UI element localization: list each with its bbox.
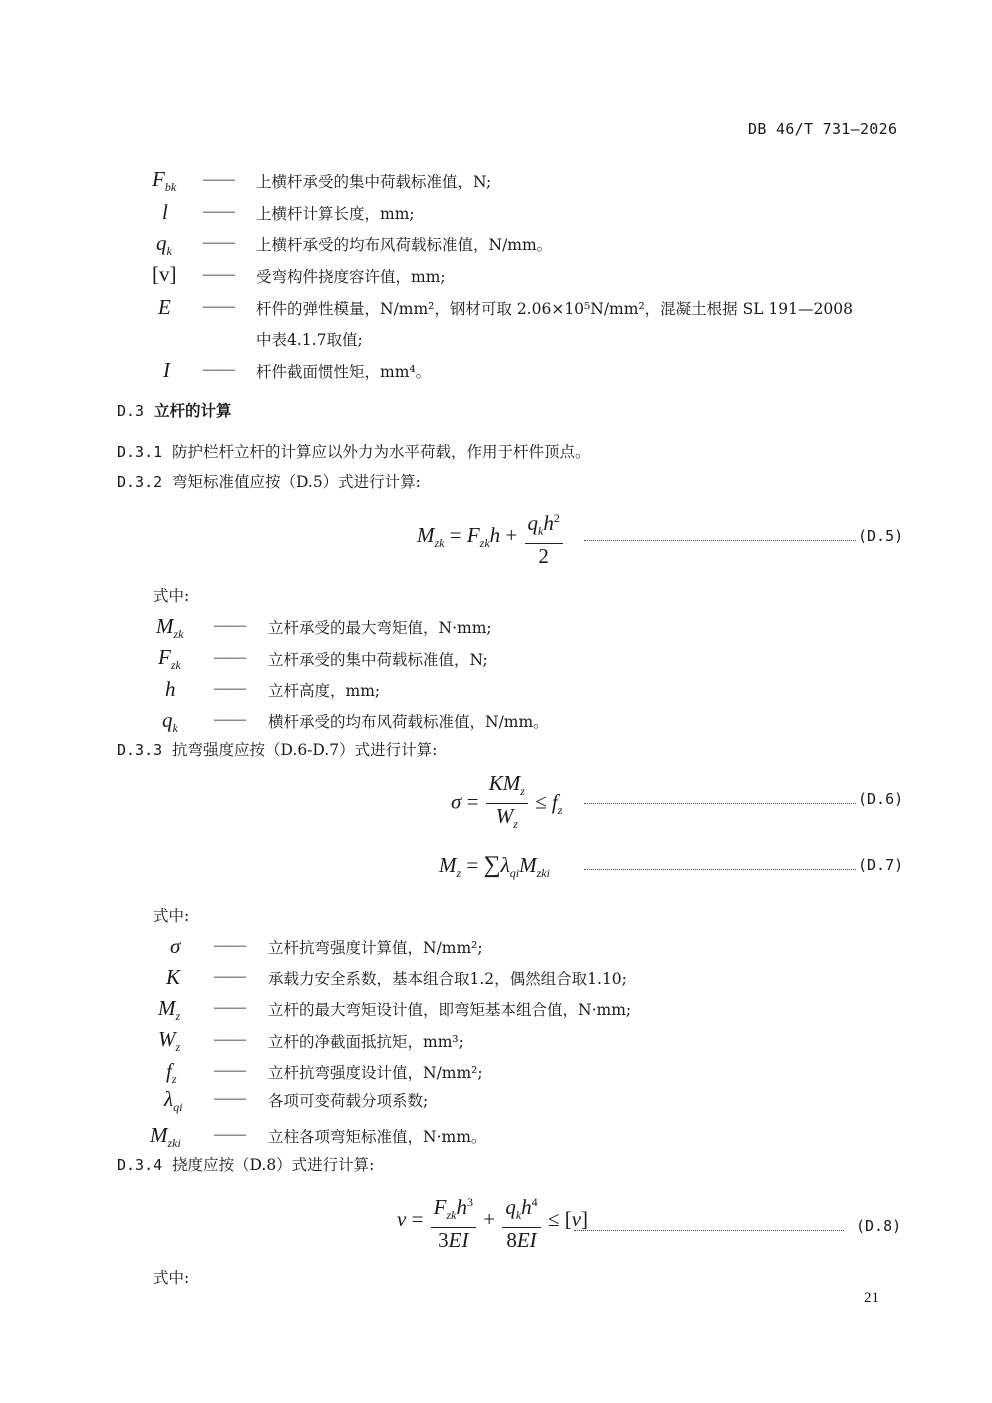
definition-text: 立杆承受的集中荷载标准值，N; (268, 651, 488, 669)
dash: —— (203, 203, 235, 220)
dash: —— (214, 1031, 246, 1048)
document-id-header: DB 46/T 731—2026 (748, 120, 898, 138)
equation-d8: v = $\frac{F_{zk}h^3}{3EI}$ + $\frac{q_kh^4}{8EI}$ ≤ [v] (397, 1191, 588, 1251)
definition-text: 立杆抗弯强度设计值，N/mm²; (268, 1064, 483, 1082)
dash: —— (214, 711, 246, 728)
clause-d34: D.3.4 挠度应按（D.8）式进行计算: (117, 1156, 375, 1174)
dash: —— (214, 937, 246, 954)
definition-text: 立杆的最大弯矩设计值，即弯矩基本组合值，N·mm; (268, 1001, 632, 1019)
dash: —— (214, 1062, 246, 1079)
where-label: 式中: (153, 587, 190, 605)
definition-text: 上横杆承受的均布风荷载标准值，N/mm。 (256, 236, 553, 254)
equation-number-d8: (D.8) (856, 1217, 902, 1235)
where-label: 式中: (153, 907, 190, 925)
definition-text: 立杆的净截面抵抗矩，mm³; (268, 1033, 464, 1051)
definition-text: 横杆承受的均布风荷载标准值，N/mm。 (268, 713, 549, 731)
equation-number-d7: (D.7) (858, 856, 904, 874)
symbol-sigma: σ (170, 934, 181, 958)
equation-leader-dots (574, 1230, 844, 1231)
page-number: 21 (864, 1290, 879, 1306)
symbol-F-bk: $F_{bk}$ (152, 167, 177, 195)
symbol-v-allow: [v] (152, 262, 177, 286)
dash: —— (203, 361, 235, 378)
dash: —— (214, 649, 246, 666)
equation-d6: σ = $\frac{KM_z}{W_z}$ ≤ $f_z$ (451, 771, 563, 832)
clause-d32: D.3.2 弯矩标准值应按（D.5）式进行计算: (117, 473, 421, 491)
definition-text: 各项可变荷载分项系数; (268, 1092, 429, 1110)
equation-d7: $M_z = \sum\lambda_{qi}M_{zki}$ (439, 852, 550, 881)
section-heading-d3: D.3 立杆的计算 (117, 401, 232, 420)
symbol-I: I (163, 358, 170, 382)
definition-text: 立杆承受的最大弯矩值，N·mm; (268, 619, 492, 637)
symbol-M-zki: $M_{zki}$ (150, 1123, 181, 1151)
definition-text: 立杆高度，mm; (268, 682, 381, 700)
dash: —— (214, 617, 246, 634)
definition-text: 受弯构件挠度容许值，mm; (256, 268, 446, 286)
symbol-q-k: $q_k$ (156, 231, 172, 259)
symbol-lambda-qi: $\lambda_{qi}$ (164, 1087, 183, 1115)
dash: —— (203, 171, 235, 188)
equation-d5: $M_{zk} = F_{zk}h$ + $\frac{q_kh^2}{2}$ (417, 507, 565, 567)
symbol-q-k: $q_k$ (162, 708, 178, 736)
definition-text: 承载力安全系数，基本组合取1.2，偶然组合取1.10; (268, 970, 627, 988)
equation-leader-dots (584, 540, 856, 541)
dash: —— (203, 234, 235, 251)
definition-text: 上横杆承受的集中荷载标准值，N; (256, 173, 492, 191)
symbol-W-z: $W_z$ (158, 1027, 181, 1055)
dash: —— (214, 968, 246, 985)
symbol-K: K (166, 965, 181, 989)
definition-text: 上横杆计算长度，mm; (256, 205, 415, 223)
clause-d31: D.3.1 防护栏杆立杆的计算应以外力为水平荷载，作用于杆件顶点。 (117, 443, 591, 461)
definition-text-continued: 中表4.1.7取值; (256, 331, 363, 349)
symbol-E: E (158, 295, 171, 319)
equation-number-d5: (D.5) (858, 527, 904, 545)
symbol-h: h (165, 677, 176, 701)
dash: —— (214, 1090, 246, 1107)
definition-text: 立柱各项弯矩标准值，N·mm。 (268, 1128, 487, 1146)
symbol-f-z: $f_z$ (166, 1059, 177, 1087)
dash: —— (214, 999, 246, 1016)
dash: —— (203, 266, 235, 283)
definition-text: 杆件截面惯性矩，mm⁴。 (256, 363, 432, 381)
equation-leader-dots (584, 869, 856, 870)
equation-number-d6: (D.6) (858, 790, 904, 808)
where-label: 式中: (153, 1269, 190, 1287)
dash: —— (214, 680, 246, 697)
equation-leader-dots (584, 803, 856, 804)
symbol-l: l (162, 200, 168, 224)
definition-text: 杆件的弹性模量，N/mm²，钢材可取 2.06×10⁵N/mm²，混凝土根据 SL 191—2008 (256, 300, 853, 318)
symbol-F-zk: $F_{zk}$ (158, 645, 181, 673)
symbol-M-zk: $M_{zk}$ (156, 614, 184, 642)
symbol-M-z: $M_z$ (158, 996, 181, 1024)
dash: —— (214, 1126, 246, 1143)
clause-d33: D.3.3 抗弯强度应按（D.6-D.7）式进行计算: (117, 741, 438, 759)
dash: —— (203, 298, 235, 315)
definition-text: 立杆抗弯强度计算值，N/mm²; (268, 939, 483, 957)
